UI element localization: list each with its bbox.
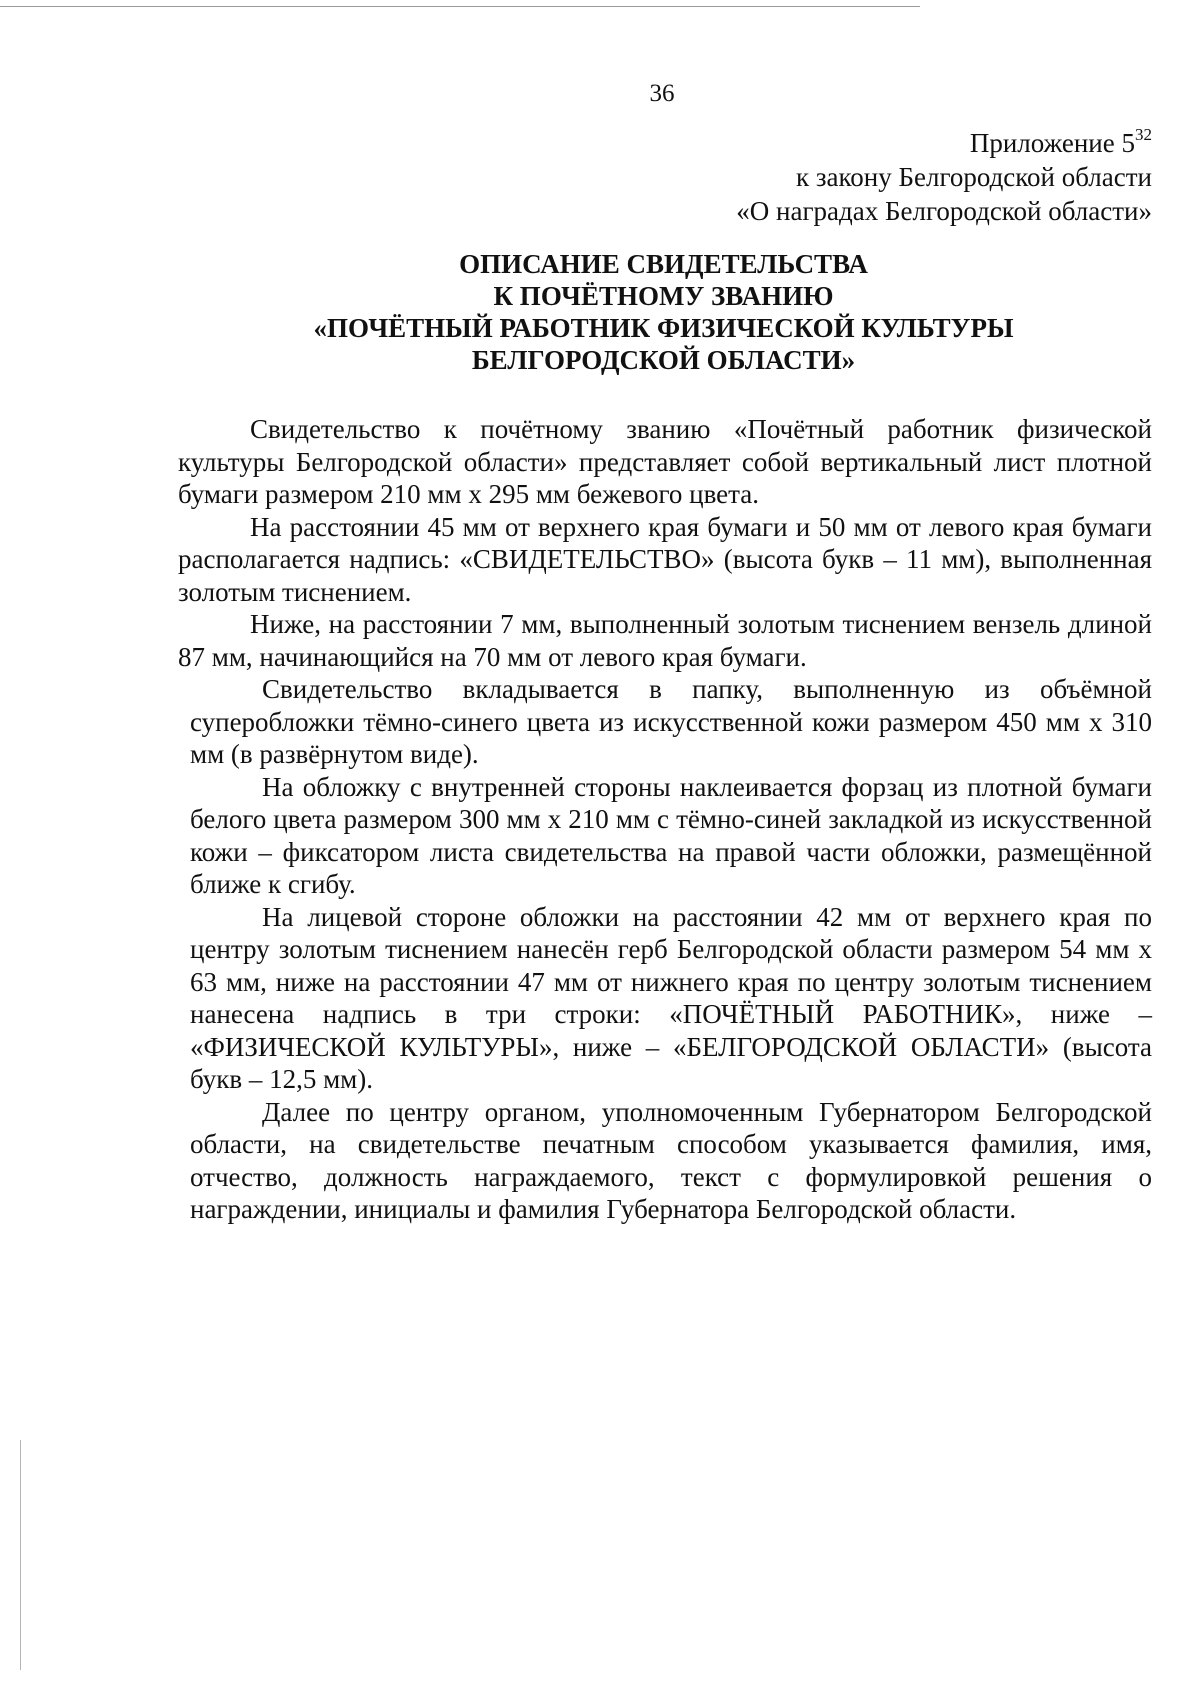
appendix-line-3: «О наградах Белгородской области» bbox=[736, 196, 1152, 226]
title-line-2: К ПОЧЁТНОМУ ЗВАНИЮ bbox=[493, 281, 834, 311]
appendix-header bbox=[736, 120, 1152, 228]
document-title bbox=[175, 248, 1152, 376]
scan-edge-left bbox=[20, 1440, 21, 1670]
title-line-3: «ПОЧЁТНЫЙ РАБОТНИК ФИЗИЧЕСКОЙ КУЛЬТУРЫ bbox=[313, 313, 1014, 343]
paragraph-endpaper: На обложку с внутренней стороны наклеивается форзац из плотной бумаги белого цвета размером 300 мм х 210 мм с тёмно-синей закладкой из искусственной кожи – фиксатором листа свидетельства на правой части обложки, размещённой ближе к сгибу. bbox=[190, 771, 1152, 899]
paragraph-monogram: Ниже, на расстоянии 7 мм, выполненный золотым тиснением вензель длиной 87 мм, начинающийся на 70 мм от левого края бумаги. bbox=[178, 609, 1152, 672]
appendix-line-1 bbox=[736, 120, 1152, 160]
appendix-number-superscript: 32 bbox=[1135, 125, 1152, 144]
paragraph-filling-details: Далее по центру органом, уполномоченным Губернатором Белгородской области, на свидетельстве печатным способом указывается фамилия, имя, отчество, должность награждаемого, текст с формулировкой решения о награждении, инициалы и фамилия Губернатора Белгородской области. bbox=[190, 1096, 1152, 1224]
title-line-4: БЕЛГОРОДСКОЙ ОБЛАСТИ» bbox=[471, 345, 856, 375]
appendix-label: Приложение 5 bbox=[969, 128, 1135, 158]
paragraph-folder: Свидетельство вкладывается в папку, выполненную из объёмной суперобложки тёмно-синего цвета из искусственной кожи размером 450 мм х 310 мм (в развёрнутом виде). bbox=[190, 674, 1152, 769]
paragraph-cover-front: На лицевой стороне обложки на расстоянии 42 мм от верхнего края по центру золотым тиснением нанесён герб Белгородской области размером 54 мм х 63 мм, ниже на расстоянии 47 мм от нижнего края по центру золотым тиснением нанесена надпись в три строки: «ПОЧЁТНЫЙ РАБОТНИК», ниже – «ФИЗИЧЕСКОЙ КУЛЬТУРЫ», ниже – «БЕЛГОРОДСКОЙ ОБЛАСТИ» (высота букв – 12,5 мм). bbox=[190, 901, 1152, 1094]
paragraph-inscription-position: На расстоянии 45 мм от верхнего края бумаги и 50 мм от левого края бумаги располагается надпись: «СВИДЕТЕЛЬСТВО» (высота букв – 11 мм), выполненная золотым тиснением. bbox=[178, 511, 1152, 607]
title-line-1: ОПИСАНИЕ СВИДЕТЕЛЬСТВА bbox=[459, 249, 868, 279]
page-number: 36 bbox=[649, 80, 675, 107]
paragraph-certificate-description: Свидетельство к почётному званию «Почётный работник физической культуры Белгородской области» представляет собой вертикальный лист плотной бумаги размером 210 мм х 295 мм бежевого цвета. bbox=[178, 414, 1152, 509]
appendix-line-2: к закону Белгородской области bbox=[796, 162, 1152, 192]
scan-edge-top bbox=[0, 6, 920, 7]
document-body bbox=[178, 413, 1152, 1226]
